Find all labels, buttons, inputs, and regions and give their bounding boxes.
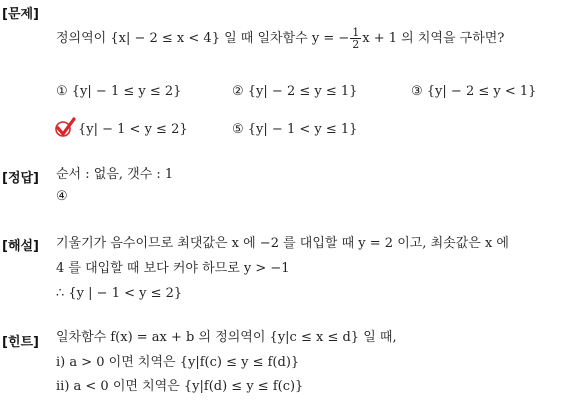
answer-line-1: 순서 : 없음, 갯수 : 1 — [56, 167, 174, 182]
question-text-2: x + 1 의 치역을 구하면? — [362, 31, 505, 46]
explanation-line-1: 기울기가 음수이므로 최댓값은 x 에 −2 를 대입할 때 y = 2 이고, 최솟값은 x 에 — [56, 236, 509, 251]
problem-label: [문제] — [2, 7, 39, 22]
choice-3[interactable]: ③ {y| − 2 ≤ y < 1} — [411, 84, 537, 99]
hint-line-1: 일차함수 f(x) = ax + b 의 정의역이 {y|c ≤ x ≤ d} 일 때, — [56, 330, 397, 345]
hint-line-3: ii) a < 0 이면 치역은 {y|f(d) ≤ y ≤ f(c)} — [56, 379, 304, 394]
fraction-denominator: 2 — [352, 38, 360, 51]
fraction-numerator: 1 — [352, 26, 360, 39]
choice-4[interactable]: {y| − 1 < y ≤ 2} — [78, 122, 188, 137]
problem-question — [56, 27, 504, 50]
answer-label: [정답] — [2, 171, 39, 186]
choice-2[interactable]: ② {y| − 2 ≤ y ≤ 1} — [232, 84, 358, 99]
hint-line-2: i) a > 0 이면 치역은 {y|f(c) ≤ y ≤ f(d)} — [56, 355, 300, 370]
explanation-label: [해설] — [2, 239, 39, 254]
explanation-line-3: ∴ {y | − 1 < y ≤ 2} — [56, 286, 183, 301]
hint-label: [힌트] — [2, 335, 39, 350]
explanation-line-2: 4 를 대입할 때 보다 커야 하므로 y > −1 — [56, 261, 290, 276]
answer-line-2: ④ — [56, 189, 68, 204]
choice-5[interactable]: ⑤ {y| − 1 < y ≤ 1} — [232, 122, 358, 137]
choice-1[interactable]: ① {y| − 1 ≤ y ≤ 2} — [56, 84, 182, 99]
red-check-icon — [54, 116, 76, 138]
question-text-1: 정의역이 {x| − 2 ≤ x < 4} 일 때 일차함수 y = − — [56, 31, 350, 46]
fraction — [350, 27, 361, 50]
